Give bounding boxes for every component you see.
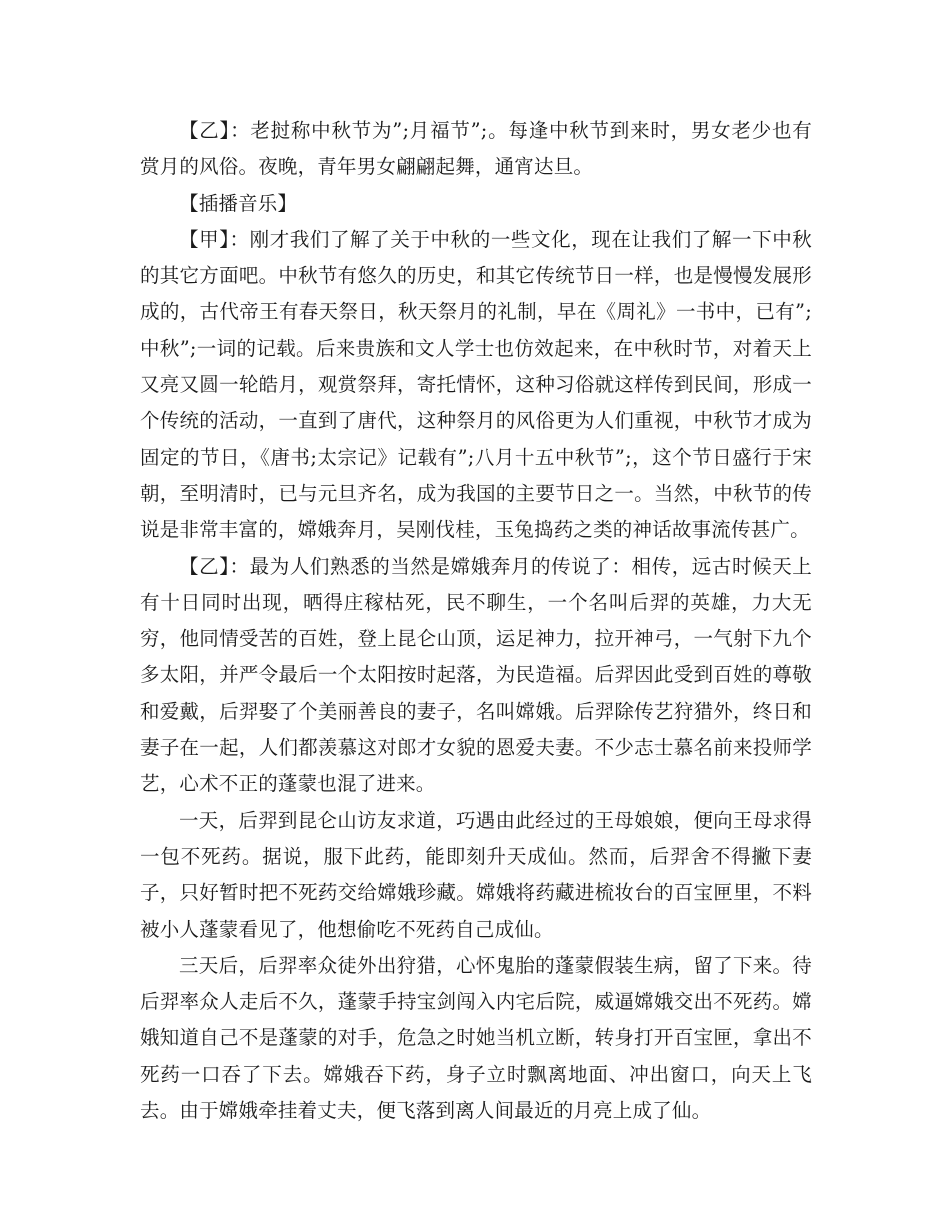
paragraph-yi-change-legend: 【乙】：最为人们熟悉的当然是嫦娥奔月的传说了：相传，远古时候天上有十日同时出现，晒得庄稼枯死，民不聊生，一个名叫后羿的英雄，力大无穷，他同情受苦的百姓，登上昆仑山顶，运足神力，拉开神弓，一气射下九个多太阳，并严令最后一个太阳按时起落，为民造福。后羿因此受到百姓的尊敬和爱戴，后羿娶了个美丽善良的妻子，名叫嫦娥。后羿除传艺狩猎外，终日和妻子在一起，人们都羡慕这对郎才女貌的恩爱夫妻。不少志士慕名前来投师学艺，心术不正的蓬蒙也混了进来。: [140, 554, 812, 796]
document-body: [140, 113, 812, 1129]
paragraph-yi-laos: 【乙】：老挝称中秋节为”;月福节”;。每逢中秋节到来时，男女老少也有赏月的风俗。夜晚，青年男女翩翩起舞，通宵达旦。: [140, 119, 812, 179]
paragraph-three-days-later: 三天后，后羿率众徒外出狩猎，心怀鬼胎的蓬蒙假装生病，留了下来。待后羿率众人走后不久，蓬蒙手持宝剑闯入内宅后院，威逼嫦娥交出不死药。嫦娥知道自己不是蓬蒙的对手，危急之时她当机立断，转身打开百宝匣，拿出不死药一口吞了下去。嫦娥吞下药，身子立时飘离地面、冲出窗口，向天上飞去。由于嫦娥牵挂着丈夫，便飞落到离人间最近的月亮上成了仙。: [140, 953, 812, 1123]
paragraph-music-insert: 【插播音乐】: [179, 191, 298, 215]
paragraph-jia-history: 【甲】：刚才我们了解了关于中秋的一些文化，现在让我们了解一下中秋的其它方面吧。中秋节有悠久的历史，和其它传统节日一样，也是慢慢发展形成的，古代帝王有春天祭日，秋天祭月的礼制，早在《周礼》一书中，已有”;中秋”;一词的记载。后来贵族和文人学士也仿效起来，在中秋时节，对着天上又亮又圆一轮皓月，观赏祭拜，寄托情怀，这种习俗就这样传到民间，形成一个传统的活动，一直到了唐代，这种祭月的风俗更为人们重视，中秋节才成为固定的节日，《唐书;太宗记》记载有”;八月十五中秋节”;，这个节日盛行于宋朝，至明清时，已与元旦齐名，成为我国的主要节日之一。当然，中秋节的传说是非常丰富的，嫦娥奔月，吴刚伐桂，玉兔捣药之类的神话故事流传甚广。: [140, 227, 812, 542]
paragraph-elixir: 一天，后羿到昆仑山访友求道，巧遇由此经过的王母娘娘，便向王母求得一包不死药。据说，服下此药，能即刻升天成仙。然而，后羿舍不得撇下妻子，只好暂时把不死药交给嫦娥珍藏。嫦娥将药藏进梳妆台的百宝匣里，不料被小人蓬蒙看见了，他想偷吃不死药自己成仙。: [140, 808, 812, 941]
